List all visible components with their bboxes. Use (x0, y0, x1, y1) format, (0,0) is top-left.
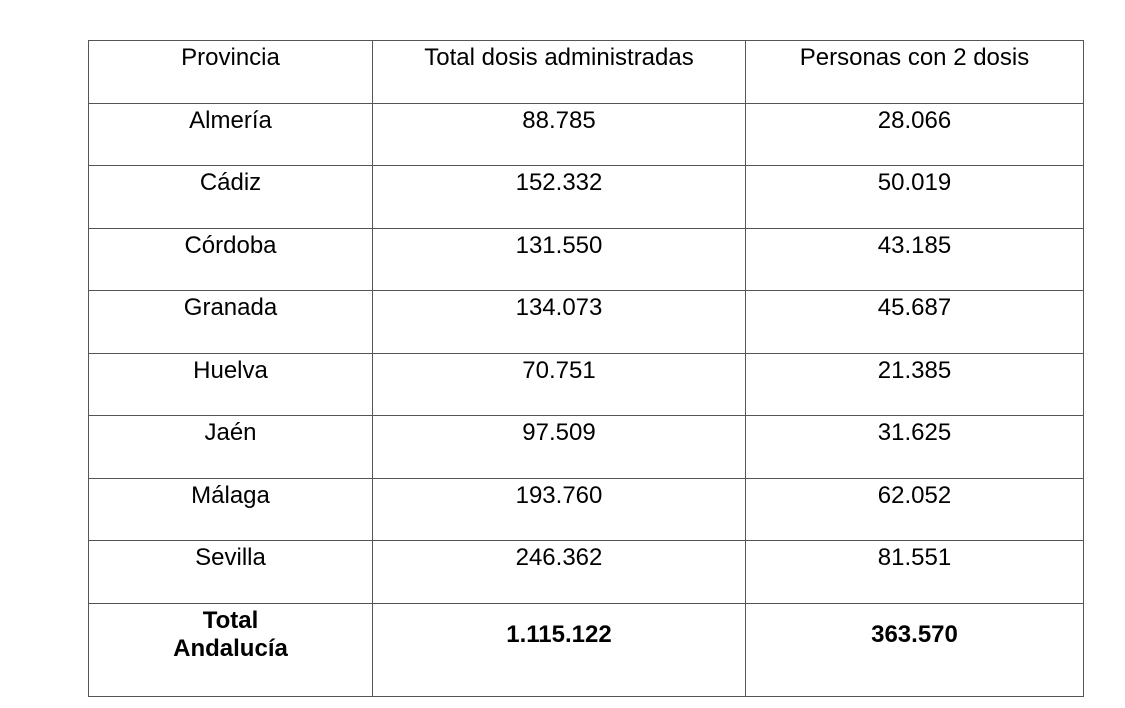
table-row (89, 541, 1084, 604)
cell-total-dosis: 134.073 (373, 291, 746, 354)
table-row (89, 353, 1084, 416)
cell-personas-2-dosis: 28.066 (746, 103, 1084, 166)
cell-personas-2-dosis: 21.385 (746, 353, 1084, 416)
cell-personas-2-dosis: 62.052 (746, 478, 1084, 541)
cell-provincia: Almería (89, 103, 373, 166)
table-header-row (89, 41, 1084, 104)
table-row (89, 166, 1084, 229)
cell-total-personas-2-dosis: 363.570 (746, 603, 1084, 696)
header-personas-2-dosis: Personas con 2 dosis (746, 41, 1084, 104)
cell-total-label (89, 603, 373, 696)
table-row (89, 228, 1084, 291)
cell-total-dosis: 70.751 (373, 353, 746, 416)
cell-total-dosis: 88.785 (373, 103, 746, 166)
total-label: Total Andalucía (173, 606, 288, 662)
cell-personas-2-dosis: 45.687 (746, 291, 1084, 354)
cell-total-dosis: 1.115.122 (373, 603, 746, 696)
cell-provincia: Cádiz (89, 166, 373, 229)
cell-personas-2-dosis: 50.019 (746, 166, 1084, 229)
table-row (89, 416, 1084, 479)
cell-provincia: Sevilla (89, 541, 373, 604)
cell-total-dosis: 193.760 (373, 478, 746, 541)
cell-provincia: Málaga (89, 478, 373, 541)
header-provincia: Provincia (89, 41, 373, 104)
table-row (89, 478, 1084, 541)
cell-total-dosis: 152.332 (373, 166, 746, 229)
cell-provincia: Granada (89, 291, 373, 354)
cell-personas-2-dosis: 81.551 (746, 541, 1084, 604)
table-row (89, 103, 1084, 166)
cell-total-dosis: 131.550 (373, 228, 746, 291)
table-row (89, 291, 1084, 354)
cell-provincia: Huelva (89, 353, 373, 416)
table-total-row (89, 603, 1084, 696)
cell-total-dosis: 97.509 (373, 416, 746, 479)
cell-personas-2-dosis: 31.625 (746, 416, 1084, 479)
cell-personas-2-dosis: 43.185 (746, 228, 1084, 291)
cell-provincia: Córdoba (89, 228, 373, 291)
vaccination-table (88, 40, 1084, 697)
cell-provincia: Jaén (89, 416, 373, 479)
header-total-dosis: Total dosis administradas (373, 41, 746, 104)
cell-total-dosis: 246.362 (373, 541, 746, 604)
